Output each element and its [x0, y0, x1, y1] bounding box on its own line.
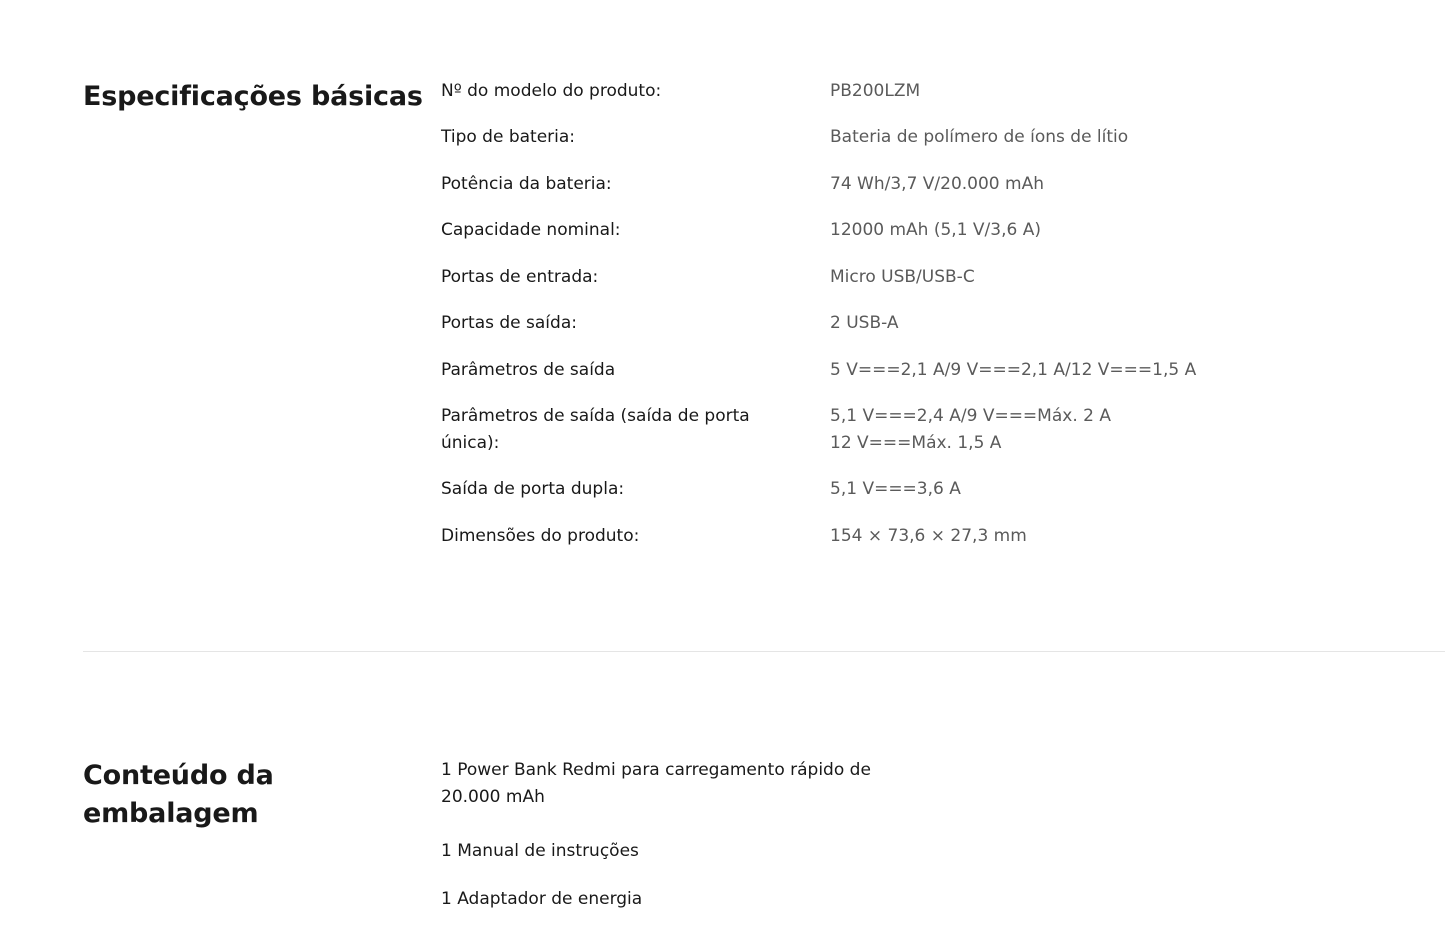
spec-label: Portas de saída: [441, 313, 577, 333]
spec-value: 5,1 V===3,6 A [830, 479, 961, 499]
package-section [83, 0, 1445, 947]
package-item-adapter: 1 Adaptador de energia [441, 889, 643, 909]
specs-title: Especificações básicas [83, 81, 423, 112]
spec-label: Nº do modelo do produto: [441, 81, 662, 101]
spec-label: Dimensões do produto: [441, 526, 640, 546]
spec-value: 74 Wh/3,7 V/20.000 mAh [830, 174, 1044, 194]
spec-label: Tipo de bateria: [441, 127, 576, 147]
spec-value: 154 × 73,6 × 27,3 mm [830, 526, 1027, 546]
spec-value: 5 V===2,1 A/9 V===2,1 A/12 V===1,5 A [830, 360, 1197, 380]
spec-value: 12000 mAh (5,1 V/3,6 A) [830, 220, 1041, 240]
spec-label: Capacidade nominal: [441, 220, 621, 240]
package-item-manual: 1 Manual de instruções [441, 841, 639, 861]
package-title: Conteúdo da embalagem [83, 760, 274, 829]
spec-value: 2 USB-A [830, 313, 899, 333]
spec-label: Parâmetros de saída (saída de porta única): [441, 406, 750, 453]
spec-label: Portas de entrada: [441, 267, 599, 287]
spec-label: Potência da bateria: [441, 174, 612, 194]
spec-label: Parâmetros de saída [441, 360, 616, 380]
spec-label: Saída de porta dupla: [441, 479, 625, 499]
spec-value: 5,1 V===2,4 A/9 V===Máx. 2 A 12 V===Máx. 1,5 A [830, 406, 1111, 453]
package-item-power-bank: 1 Power Bank Redmi para carregamento rápido de 20.000 mAh [441, 760, 871, 807]
spec-value: PB200LZM [830, 81, 921, 101]
spec-value: Bateria de polímero de íons de lítio [830, 127, 1129, 147]
spec-value: Micro USB/USB-C [830, 267, 975, 287]
